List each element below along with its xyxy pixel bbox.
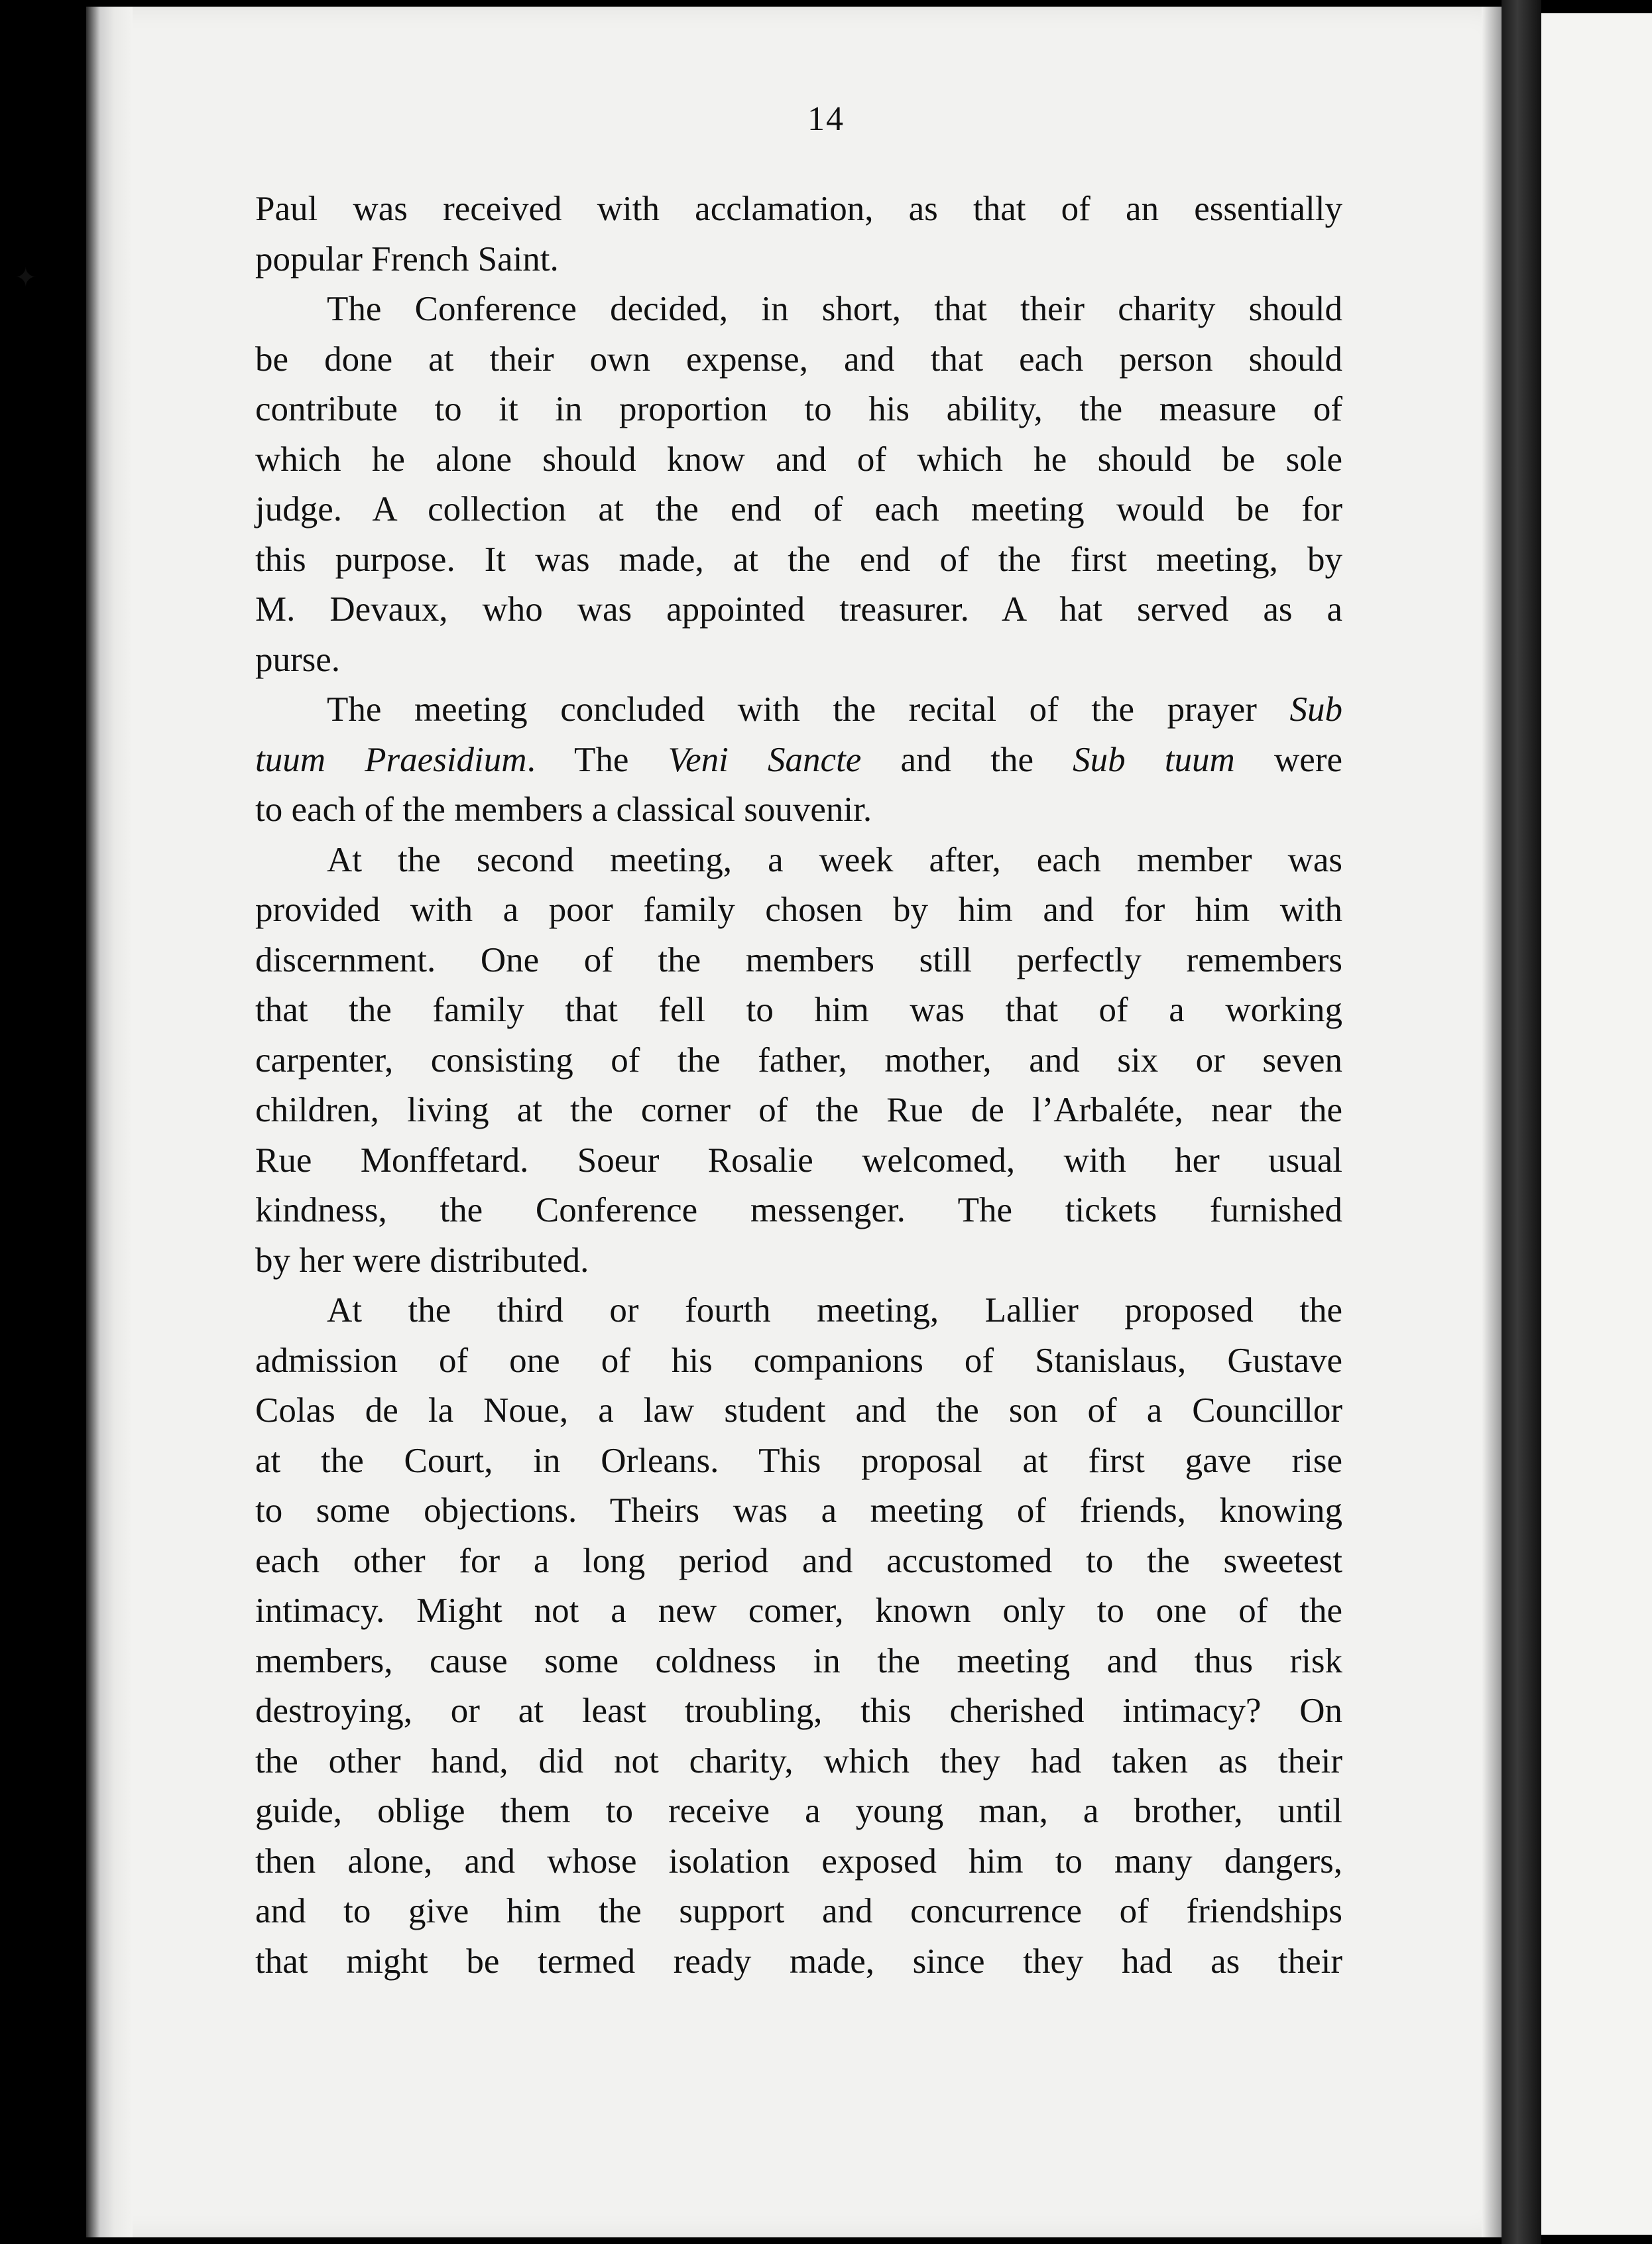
text-line: members, cause some coldness in the meeting and thus risk (255, 1641, 1342, 1680)
text-line: discernment. One of the members still perfectly remembers (255, 940, 1342, 979)
page-number: 14 (807, 100, 845, 138)
page-gutter-shadow (86, 7, 133, 2237)
text-line: At the third or fourth meeting, Lallier proposed the (327, 1291, 1342, 1330)
text-line: that might be termed ready made, since they had as their (255, 1942, 1342, 1981)
text-line: be done at their own expense, and that each person should (255, 340, 1342, 379)
text-line: carpenter, consisting of the father, mother, and six or seven (255, 1040, 1342, 1080)
text-line: and to give him the support and concurrence of friendships (255, 1892, 1342, 1930)
scan-speck: ✦ (15, 263, 37, 292)
text-line: guide, oblige them to receive a young man, a brother, until (255, 1792, 1342, 1830)
text-line: contribute to it in proportion to his ability, the measure of (255, 390, 1342, 428)
facing-page-edge (1541, 13, 1652, 2235)
text-line: tuum Praesidium. The Veni Sancte and the Sub tuum were (255, 740, 1342, 779)
text-line: this purpose. It was made, at the end of the first meeting, by (255, 540, 1342, 579)
text-line: children, living at the corner of the Rue de l’Arbaléte, near the (255, 1091, 1342, 1129)
text-line: kindness, the Conference messenger. The tickets furnished (255, 1191, 1342, 1229)
text-line: by her were distributed. (255, 1241, 589, 1280)
text-line: judge. A collection at the end of each meeting would be for (255, 490, 1342, 529)
text-line: each other for a long period and accustomed to the sweetest (255, 1541, 1342, 1580)
text-line: at the Court, in Orleans. This proposal at first gave rise (255, 1441, 1342, 1480)
text-line: destroying, or at least troubling, this cherished intimacy? On (255, 1692, 1342, 1730)
text-line: that the family that fell to him was that of a working (255, 991, 1342, 1029)
text-line: which he alone should know and of which he should be sole (255, 440, 1342, 479)
book-spine (1502, 0, 1541, 2244)
text-line: M. Devaux, who was appointed treasurer. A hat served as a (255, 590, 1342, 629)
text-line: purse. (255, 640, 341, 679)
text-line: intimacy. Might not a new comer, known only to one of the (255, 1591, 1342, 1630)
text-line: Rue Monffetard. Soeur Rosalie welcomed, with her usual (255, 1141, 1342, 1180)
text-line: provided with a poor family chosen by him and for him with (255, 891, 1342, 929)
text-line: admission of one of his companions of Stanislaus, Gustave (255, 1341, 1342, 1380)
text-line: The Conference decided, in short, that their charity should (327, 290, 1342, 328)
text-line: Colas de la Noue, a law student and the son of a Councillor (255, 1391, 1342, 1430)
text-line: At the second meeting, a week after, each member was (327, 840, 1342, 879)
text-line: Paul was received with acclamation, as that of an essentially (255, 190, 1342, 228)
text-line: the other hand, did not charity, which they had taken as their (255, 1741, 1342, 1780)
text-line: The meeting concluded with the recital of the prayer Sub (327, 690, 1342, 729)
text-line: to each of the members a classical souvenir. (255, 790, 872, 829)
text-line: then alone, and whose isolation exposed him to many dangers, (255, 1841, 1342, 1881)
page-right-edge (1482, 7, 1502, 2237)
text-line: popular French Saint. (255, 239, 559, 279)
text-line: to some objections. Theirs was a meeting of friends, knowing (255, 1491, 1342, 1530)
body-text (255, 184, 1342, 1987)
